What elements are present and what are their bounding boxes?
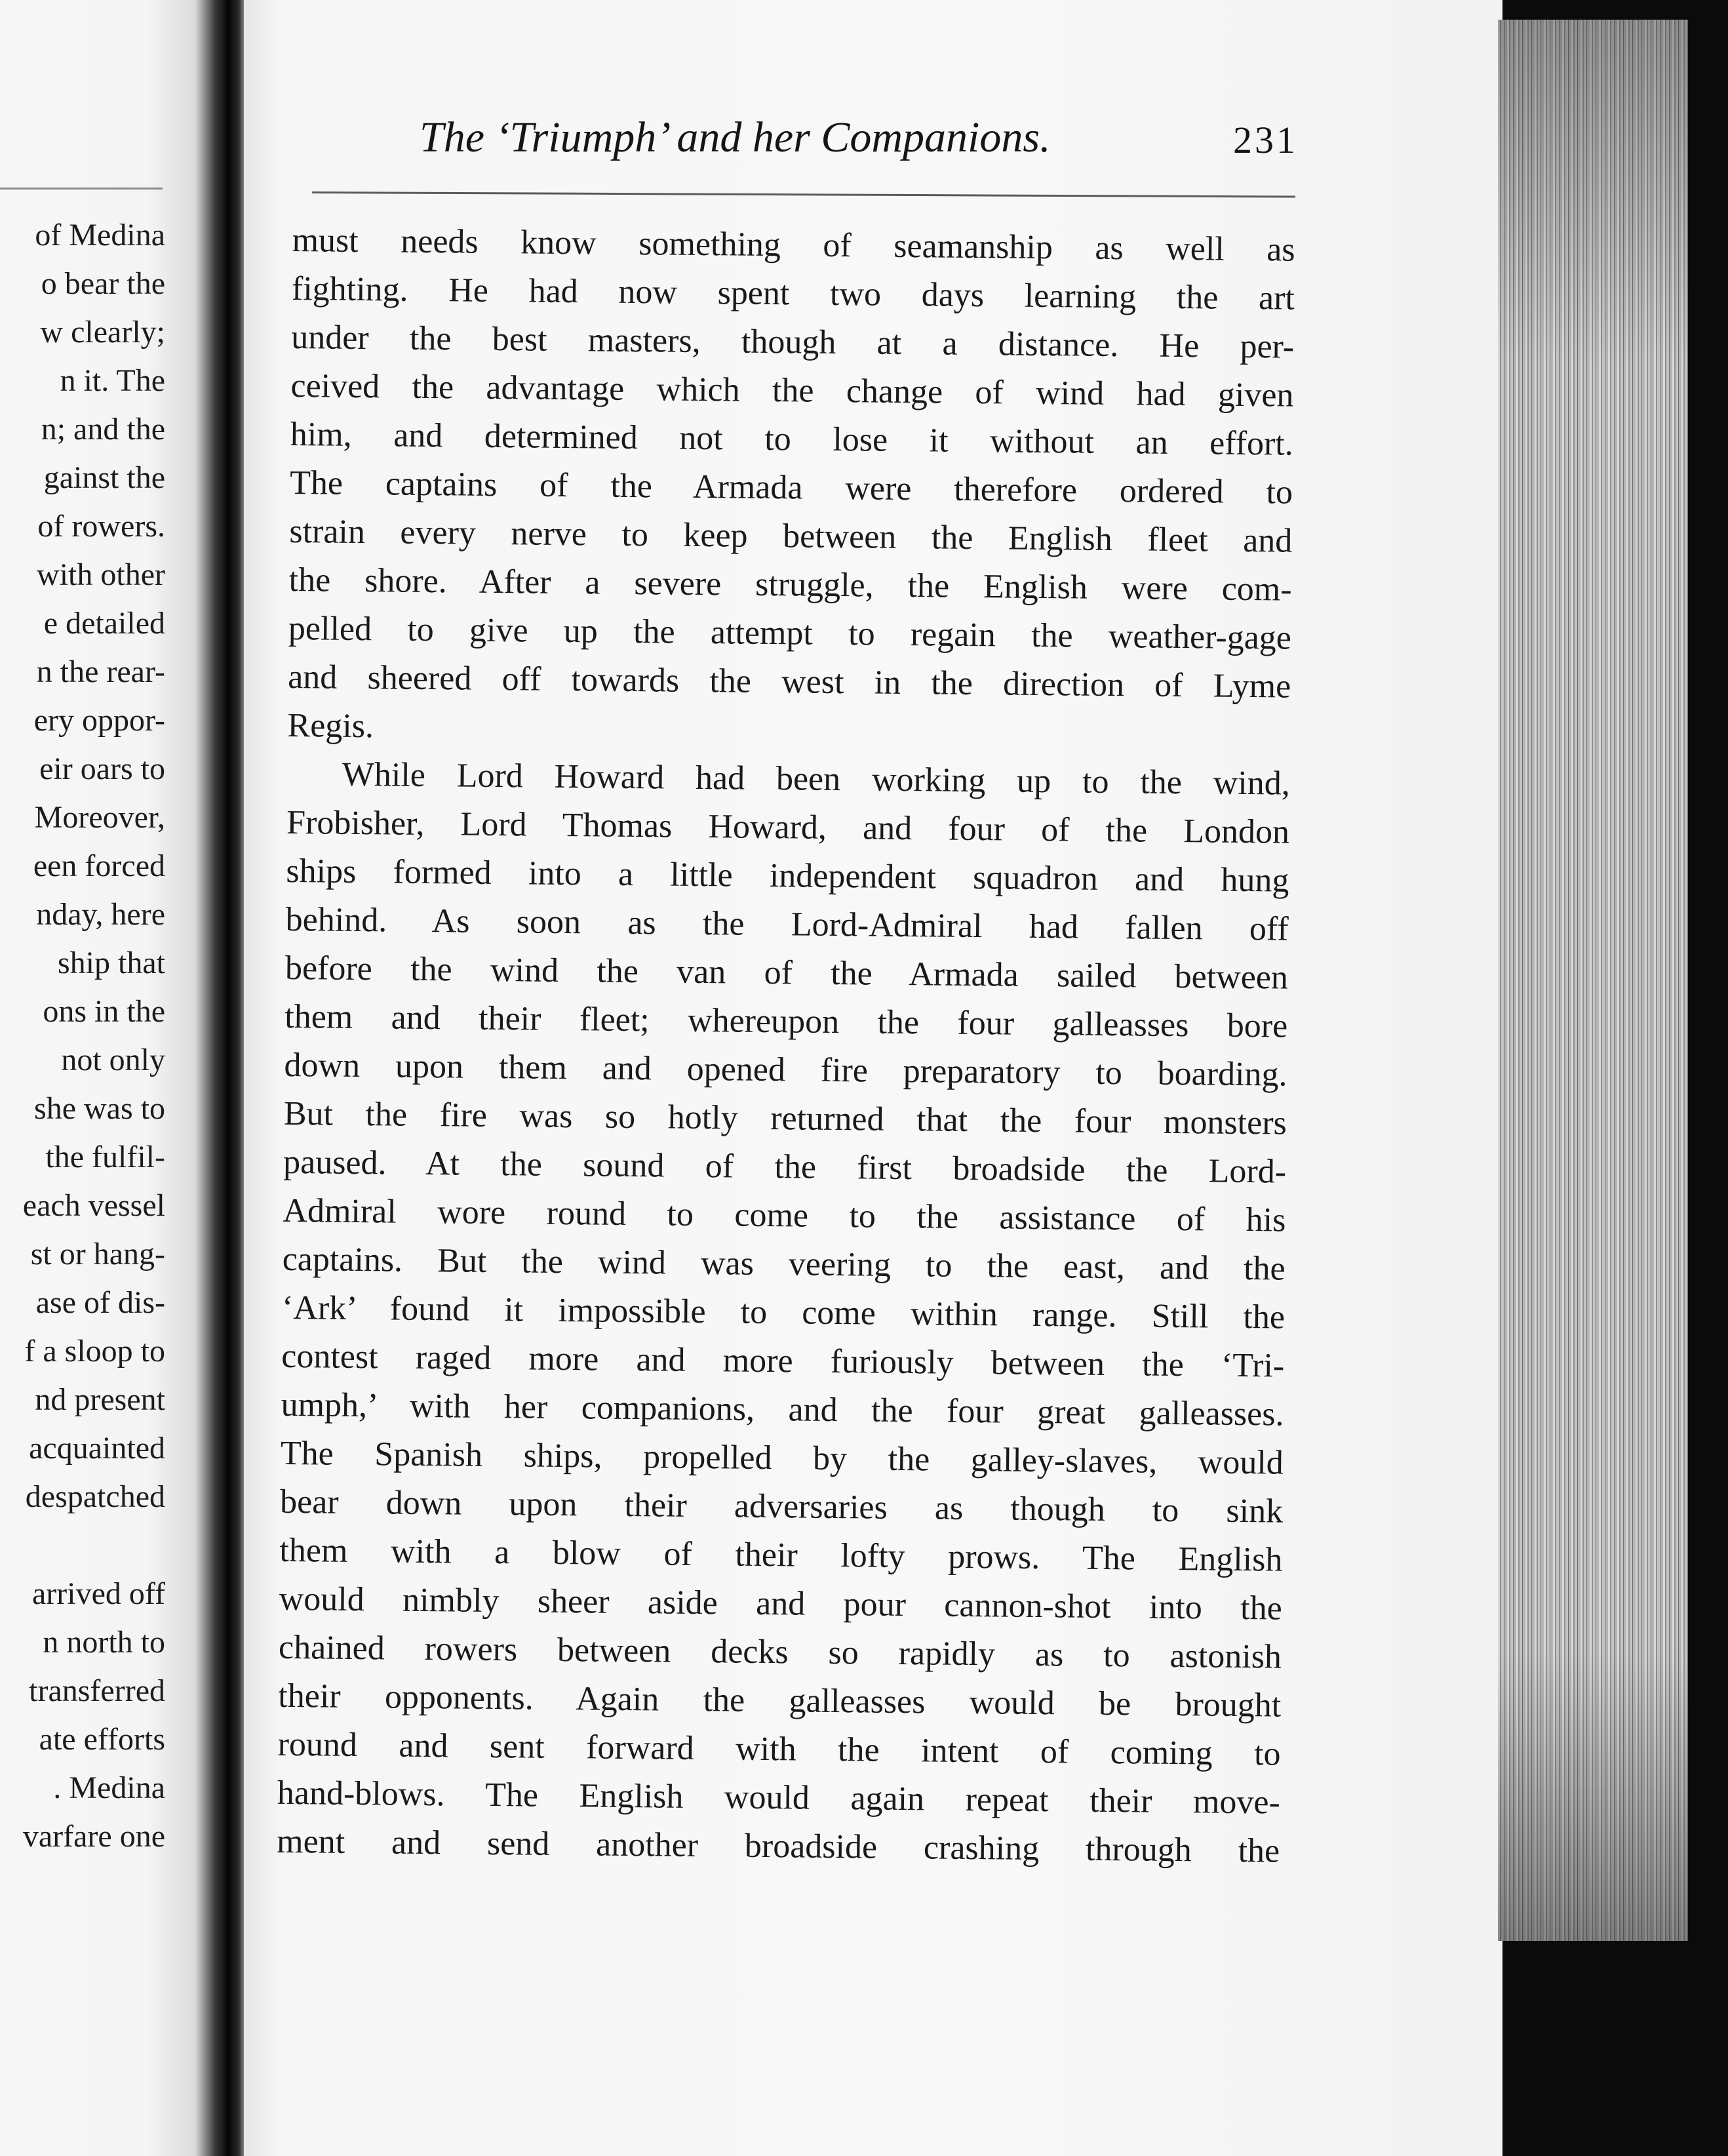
left-line: varfare one bbox=[22, 1819, 165, 1854]
left-line: ery oppor- bbox=[33, 703, 165, 738]
text-line: paused. At the sound of the first broadside the Lord- bbox=[283, 1143, 1287, 1191]
left-header-rule bbox=[0, 188, 163, 190]
left-line: een forced bbox=[33, 848, 165, 883]
left-line: st or hang- bbox=[30, 1237, 165, 1271]
left-line: nday, here bbox=[36, 897, 165, 932]
text-line: umph,’ with her companions, and the four great galleasses. bbox=[281, 1386, 1284, 1433]
left-line: ship that bbox=[58, 946, 165, 980]
left-line: of rowers. bbox=[37, 509, 165, 544]
text-line: bear down upon their adversaries as though to sink bbox=[279, 1483, 1284, 1530]
left-line: arrived off bbox=[31, 1576, 165, 1611]
text-line: under the best masters, though at a distance. He per- bbox=[290, 318, 1295, 366]
text-line: must needs know something of seamanship as well as bbox=[292, 221, 1295, 269]
left-line: n north to bbox=[43, 1625, 165, 1660]
page-edges-shadow bbox=[1498, 20, 1688, 1941]
text-line: down upon them and opened fire preparatory to boarding. bbox=[284, 1046, 1287, 1094]
left-line: eir oars to bbox=[39, 751, 165, 786]
paragraph-1 bbox=[287, 216, 1295, 760]
text-line: their opponents. Again the galleasses would be brought bbox=[278, 1677, 1282, 1725]
text-line: ceived the advantage which the change of wind had given bbox=[290, 367, 1294, 414]
text-line: before the wind the van of the Armada sailed between bbox=[285, 949, 1289, 997]
left-line: nd present bbox=[35, 1382, 165, 1417]
left-page-text bbox=[0, 211, 165, 1861]
book-gutter bbox=[197, 0, 249, 2156]
left-line: e detailed bbox=[43, 606, 165, 641]
text-line: the shore. After a severe struggle, the English were com- bbox=[288, 561, 1292, 609]
left-facing-page bbox=[0, 0, 211, 2156]
text-line: them with a blow of their lofty prows. The English bbox=[279, 1531, 1283, 1579]
text-line: round and sent forward with the intent of coming to bbox=[277, 1725, 1281, 1773]
left-line: f a sloop to bbox=[24, 1334, 165, 1368]
text-line: and sheered off towards the west in the direction of Lyme bbox=[287, 658, 1291, 706]
left-line: of Medina bbox=[35, 218, 165, 252]
text-line: contest raged more and more furiously between the ‘Tri- bbox=[281, 1337, 1285, 1385]
text-line: While Lord Howard had been working up to the wind, bbox=[342, 755, 1291, 803]
text-line: Regis. bbox=[287, 706, 374, 746]
text-line: pelled to give up the attempt to regain the weather-gage bbox=[288, 609, 1292, 657]
left-line: with other bbox=[37, 557, 165, 592]
text-line: But the fire was so hotly returned that the four monsters bbox=[283, 1094, 1287, 1142]
text-line: fighting. He had now spent two days learning the art bbox=[291, 270, 1295, 317]
text-line: ships formed into a little independent squadron and hung bbox=[286, 852, 1289, 900]
paragraph-2 bbox=[277, 750, 1290, 1876]
text-line: The Spanish ships, propelled by the galley-slaves, would bbox=[280, 1434, 1284, 1482]
left-line: ons in the bbox=[43, 994, 165, 1029]
text-line: ment and send another broadside crashing through the bbox=[276, 1822, 1280, 1870]
left-line: ate efforts bbox=[39, 1722, 165, 1757]
text-line: strain every nerve to keep between the English fleet and bbox=[289, 512, 1293, 560]
text-line: Frobisher, Lord Thomas Howard, and four of the London bbox=[286, 803, 1290, 851]
text-line: Admiral wore round to come to the assistance of his bbox=[283, 1191, 1286, 1239]
left-line: n; and the bbox=[41, 412, 165, 447]
left-line: she was to bbox=[34, 1091, 165, 1126]
running-title: The ‘Triumph’ and her Companions. bbox=[420, 113, 1051, 161]
left-line: Moreover, bbox=[34, 800, 165, 835]
left-line: transferred bbox=[29, 1673, 165, 1708]
text-line: The captains of the Armada were therefore ordered to bbox=[289, 464, 1293, 511]
left-line: the fulfil- bbox=[45, 1140, 165, 1174]
page-number: 231 bbox=[1233, 119, 1298, 161]
text-line: chained rowers between decks so rapidly as to astonish bbox=[278, 1628, 1282, 1676]
body-text bbox=[277, 216, 1295, 1876]
left-line: . Medina bbox=[53, 1770, 165, 1805]
left-line: n it. The bbox=[60, 363, 165, 398]
left-line: each vessel bbox=[22, 1188, 165, 1223]
left-line: o bear the bbox=[41, 266, 165, 301]
left-line-gap bbox=[0, 1521, 165, 1570]
left-line: despatched bbox=[25, 1479, 165, 1514]
text-line: captains. But the wind was veering to the east, and the bbox=[282, 1240, 1286, 1288]
left-line: acquainted bbox=[29, 1431, 165, 1466]
left-line: n the rear- bbox=[36, 654, 165, 689]
text-line: behind. As soon as the Lord-Admiral had fallen off bbox=[285, 900, 1289, 948]
text-line: hand-blows. The English would again repeat their move- bbox=[277, 1774, 1281, 1822]
text-line: them and their fleet; whereupon the four galleasses bore bbox=[285, 997, 1288, 1045]
left-line: not only bbox=[61, 1043, 165, 1077]
running-header bbox=[420, 113, 1298, 172]
left-line: gainst the bbox=[43, 460, 165, 495]
left-line: ase of dis- bbox=[35, 1285, 165, 1320]
text-line: him, and determined not to lose it without an effort. bbox=[290, 415, 1294, 463]
text-line: would nimbly sheer aside and pour cannon-shot into the bbox=[279, 1580, 1282, 1627]
text-line: ‘Ark’ found it impossible to come within range. Still the bbox=[281, 1288, 1286, 1336]
left-line: w clearly; bbox=[40, 315, 165, 349]
